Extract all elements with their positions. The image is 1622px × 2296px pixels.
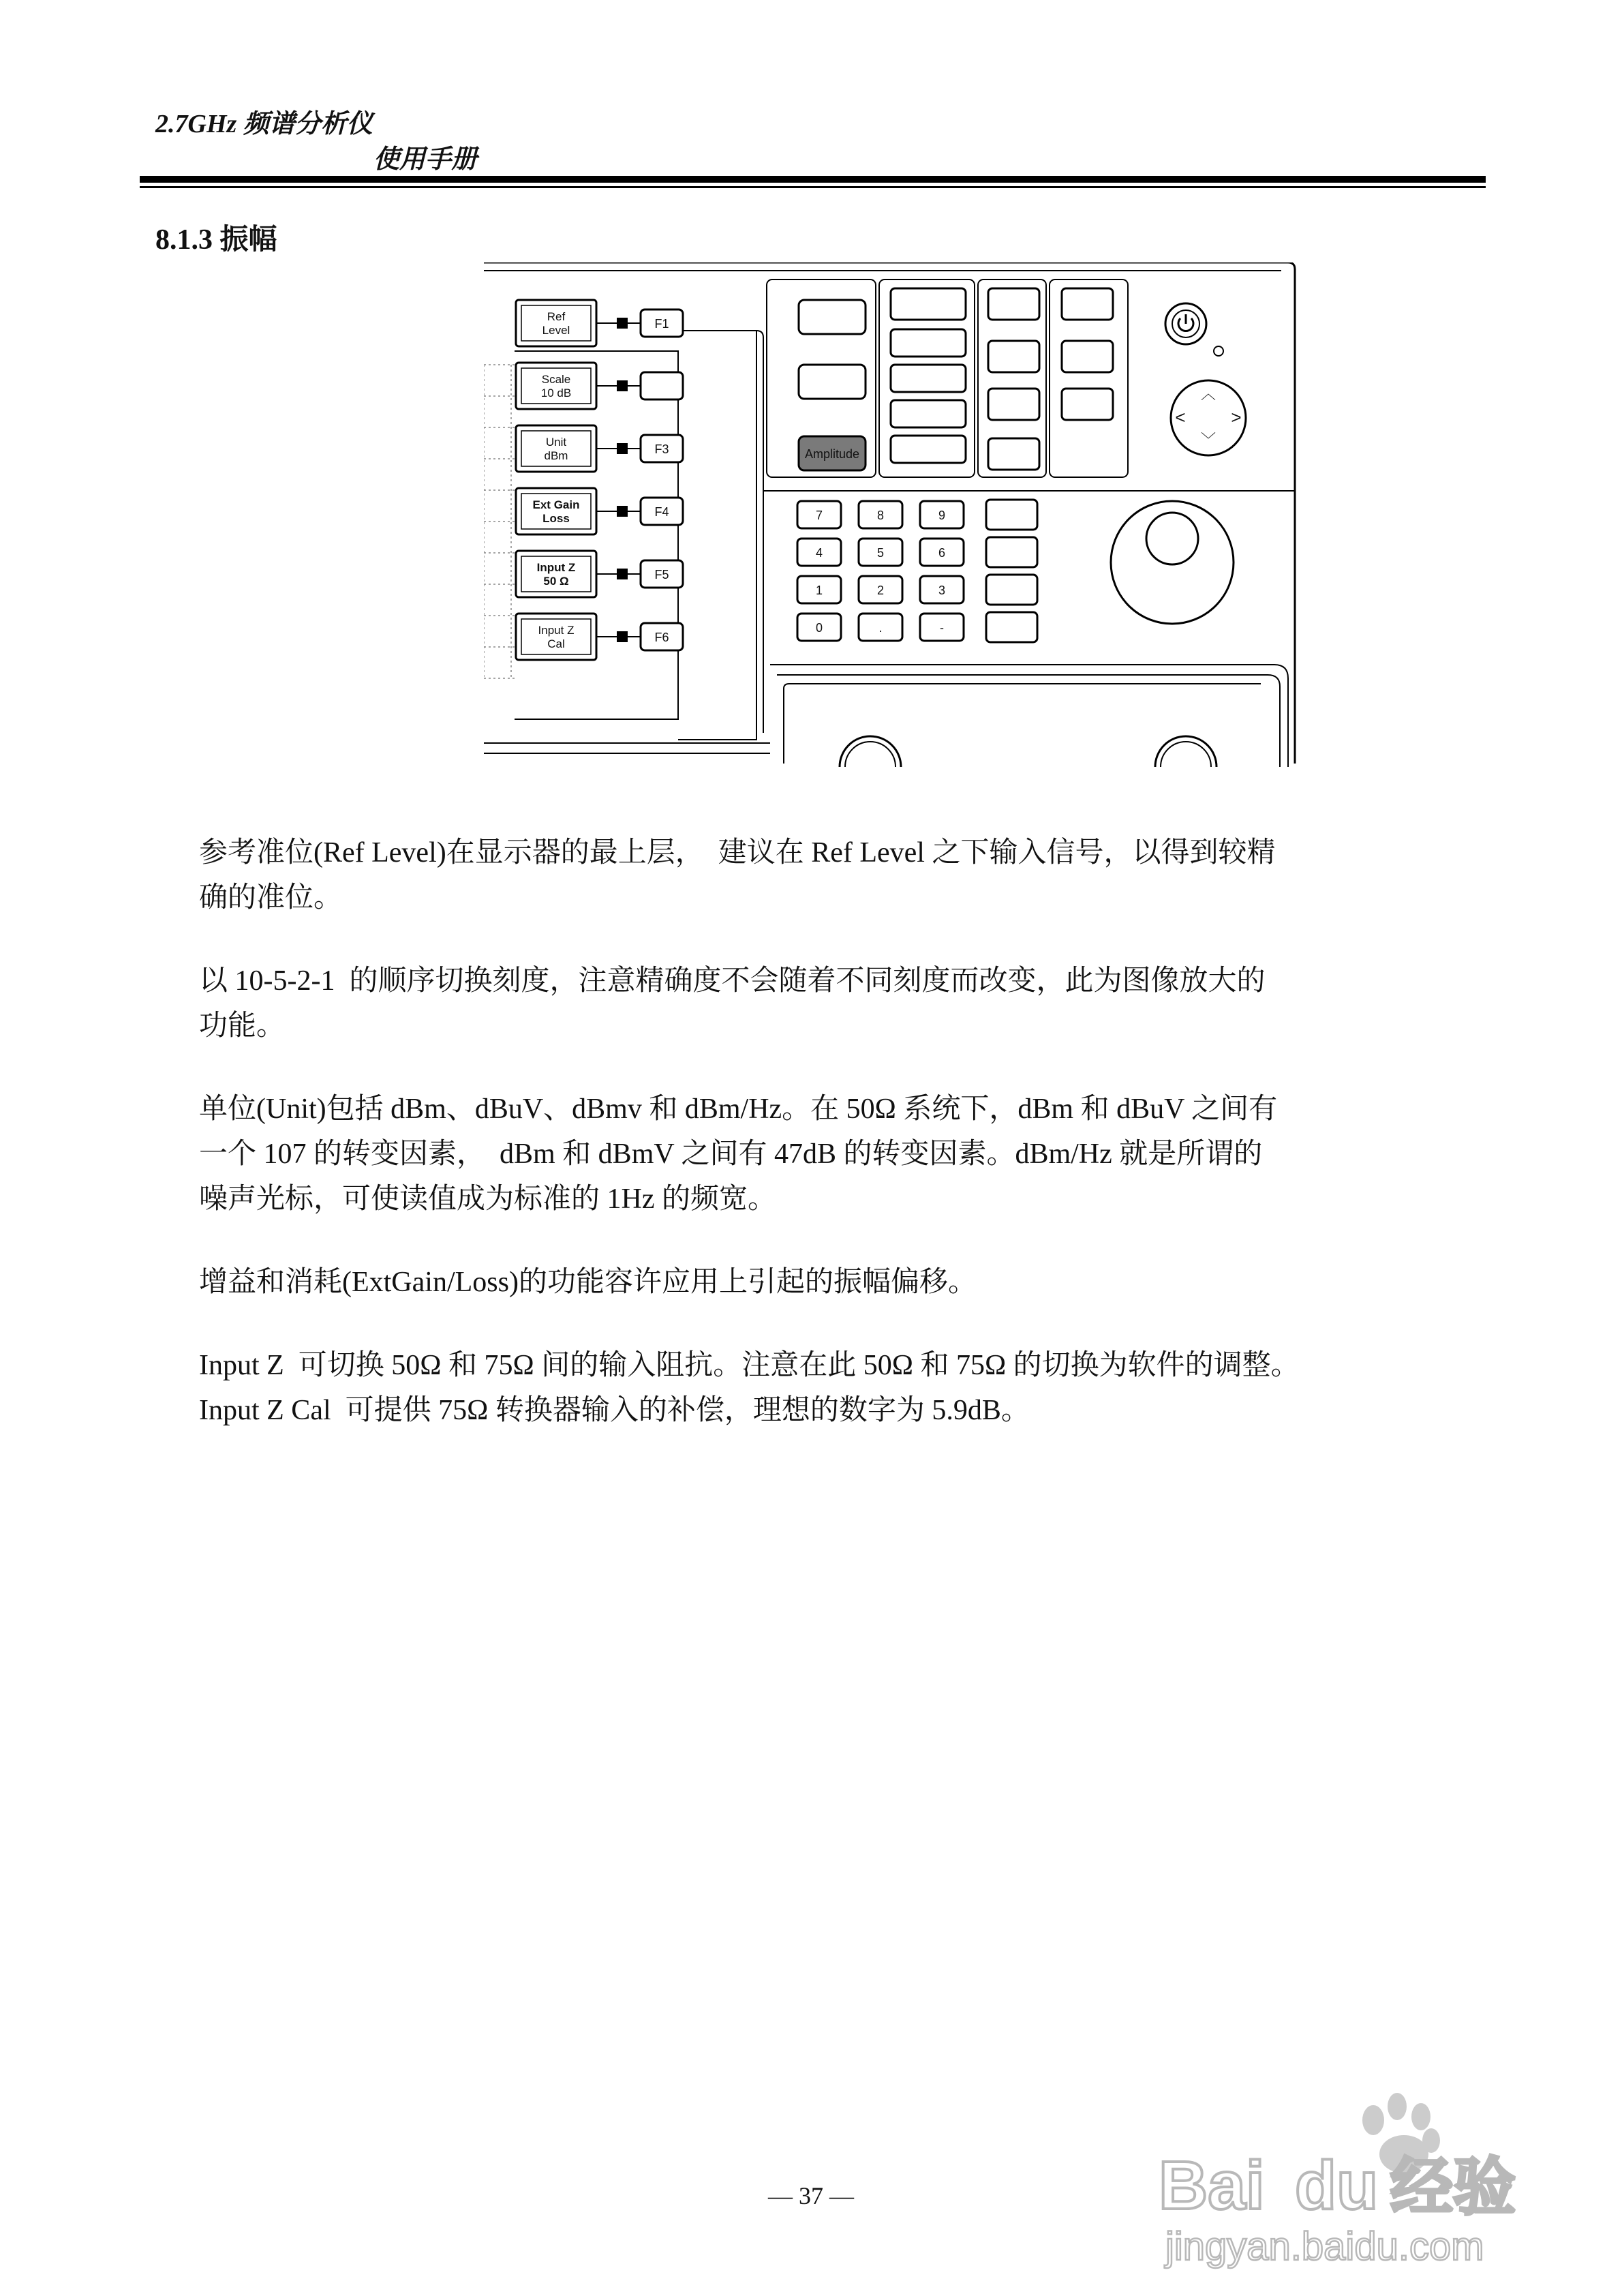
keypad-key-label: 3	[938, 584, 946, 597]
baidu-watermark	[1152, 2093, 1533, 2270]
keypad-key-label: -	[940, 621, 944, 635]
function-key[interactable]	[641, 372, 683, 399]
softkey-label-2: Level	[542, 324, 570, 337]
paw-icon	[1362, 2105, 1384, 2135]
function-key-label: F6	[654, 631, 669, 644]
keypad-key-label: 7	[815, 509, 823, 522]
softkey-label-1: Unit	[545, 436, 567, 449]
keypad-key-label: 4	[815, 546, 823, 560]
softkey-label-1: Ref	[547, 310, 566, 323]
keypad-key-label: 2	[876, 584, 885, 597]
svg-text:>: >	[1231, 407, 1242, 427]
header-product: 2.7GHz 频谱分析仪	[155, 110, 373, 138]
keypad-key-label: 1	[815, 584, 823, 597]
body-text	[199, 830, 1446, 1471]
softkey-label-1: Input Z	[536, 561, 576, 574]
section-title: 8.1.3 振幅	[155, 224, 277, 256]
softkey-button[interactable]	[516, 425, 596, 472]
paragraph-ref-level: 参考准位(Ref Level)在显示器的最上层， 建议在 Ref Level 之下输入信号，以得到较精 确的准位。	[199, 837, 1276, 913]
keypad-key-label: 6	[938, 546, 946, 560]
paragraph-ext-gain: 增益和消耗(ExtGain/Loss)的功能容许应用上引起的振幅偏移。	[199, 1267, 977, 1298]
keypad-key-label: 8	[876, 509, 885, 522]
softkey-label-2: Cal	[547, 637, 565, 650]
softkey-label-2: Loss	[542, 512, 570, 525]
paragraph-unit: 单位(Unit)包括 dBm、dBuV、dBmv 和 dBm/Hz。在 50Ω 系统下，dBm 和 dBuV 之间有 一个 107 的转变因素， dBm 和 dBmV 之间有 47dB 的转变因素。dBm/Hz 就是所谓的 噪声光标，可使读值成为标准的 1Hz 的频宽。	[199, 1093, 1278, 1215]
keypad-key-label: 9	[938, 509, 946, 522]
softkey-label-1: Ext Gain	[532, 498, 580, 511]
watermark-brand: Bai	[1159, 2147, 1265, 2224]
watermark-cn: 经验	[1390, 2153, 1516, 2222]
header-rule	[140, 176, 1486, 183]
amplitude-key-label: Amplitude	[804, 447, 860, 461]
page-number: — 37 —	[768, 2182, 854, 2209]
softkey-button[interactable]	[516, 363, 596, 409]
paragraph-input-z: Input Z 可切换 50Ω 和 75Ω 间的输入阻抗。注意在此 50Ω 和 75Ω 的切换为软件的调整。	[199, 1350, 1300, 1381]
function-key-label: F3	[654, 442, 669, 456]
paragraph-input-z-cal: Input Z Cal 可提供 75Ω 转换器输入的补偿，理想的数字为 5.9dB。	[199, 1395, 1030, 1426]
function-key-label: F5	[654, 568, 669, 581]
keypad-key-label: 5	[876, 546, 885, 560]
function-key-label: F1	[654, 317, 669, 331]
softkey-label-2: 10 dB	[540, 387, 572, 399]
watermark-brand2: du	[1295, 2147, 1379, 2224]
softkey-label-2: 50 Ω	[543, 575, 569, 588]
svg-text:﹀: ﹀	[1200, 432, 1216, 449]
softkey-label-2: dBm	[544, 449, 568, 462]
softkey-button[interactable]	[516, 300, 596, 346]
keypad-key-label: .	[878, 621, 883, 635]
softkey-button[interactable]	[516, 551, 596, 597]
header-subtitle: 使用手册	[373, 145, 478, 174]
svg-text:<: <	[1175, 407, 1186, 427]
keypad-key-label: 0	[815, 621, 823, 635]
screen-grid	[484, 365, 515, 678]
header-rule-thin	[140, 186, 1486, 188]
front-panel-figure	[484, 262, 1302, 767]
watermark-url: jingyan.baidu.com	[1165, 2224, 1484, 2269]
svg-text:︿: ︿	[1200, 385, 1216, 402]
softkey-label-1: Input Z	[538, 624, 575, 637]
paragraph-scale: 以 10-5-2-1 的顺序切换刻度，注意精确度不会随着不同刻度而改变，此为图像放大的 功能。	[199, 965, 1266, 1042]
softkey-button[interactable]	[516, 614, 596, 660]
softkey-button[interactable]	[516, 488, 596, 534]
function-key-label: F4	[654, 505, 669, 519]
softkey-label-1: Scale	[541, 373, 571, 386]
